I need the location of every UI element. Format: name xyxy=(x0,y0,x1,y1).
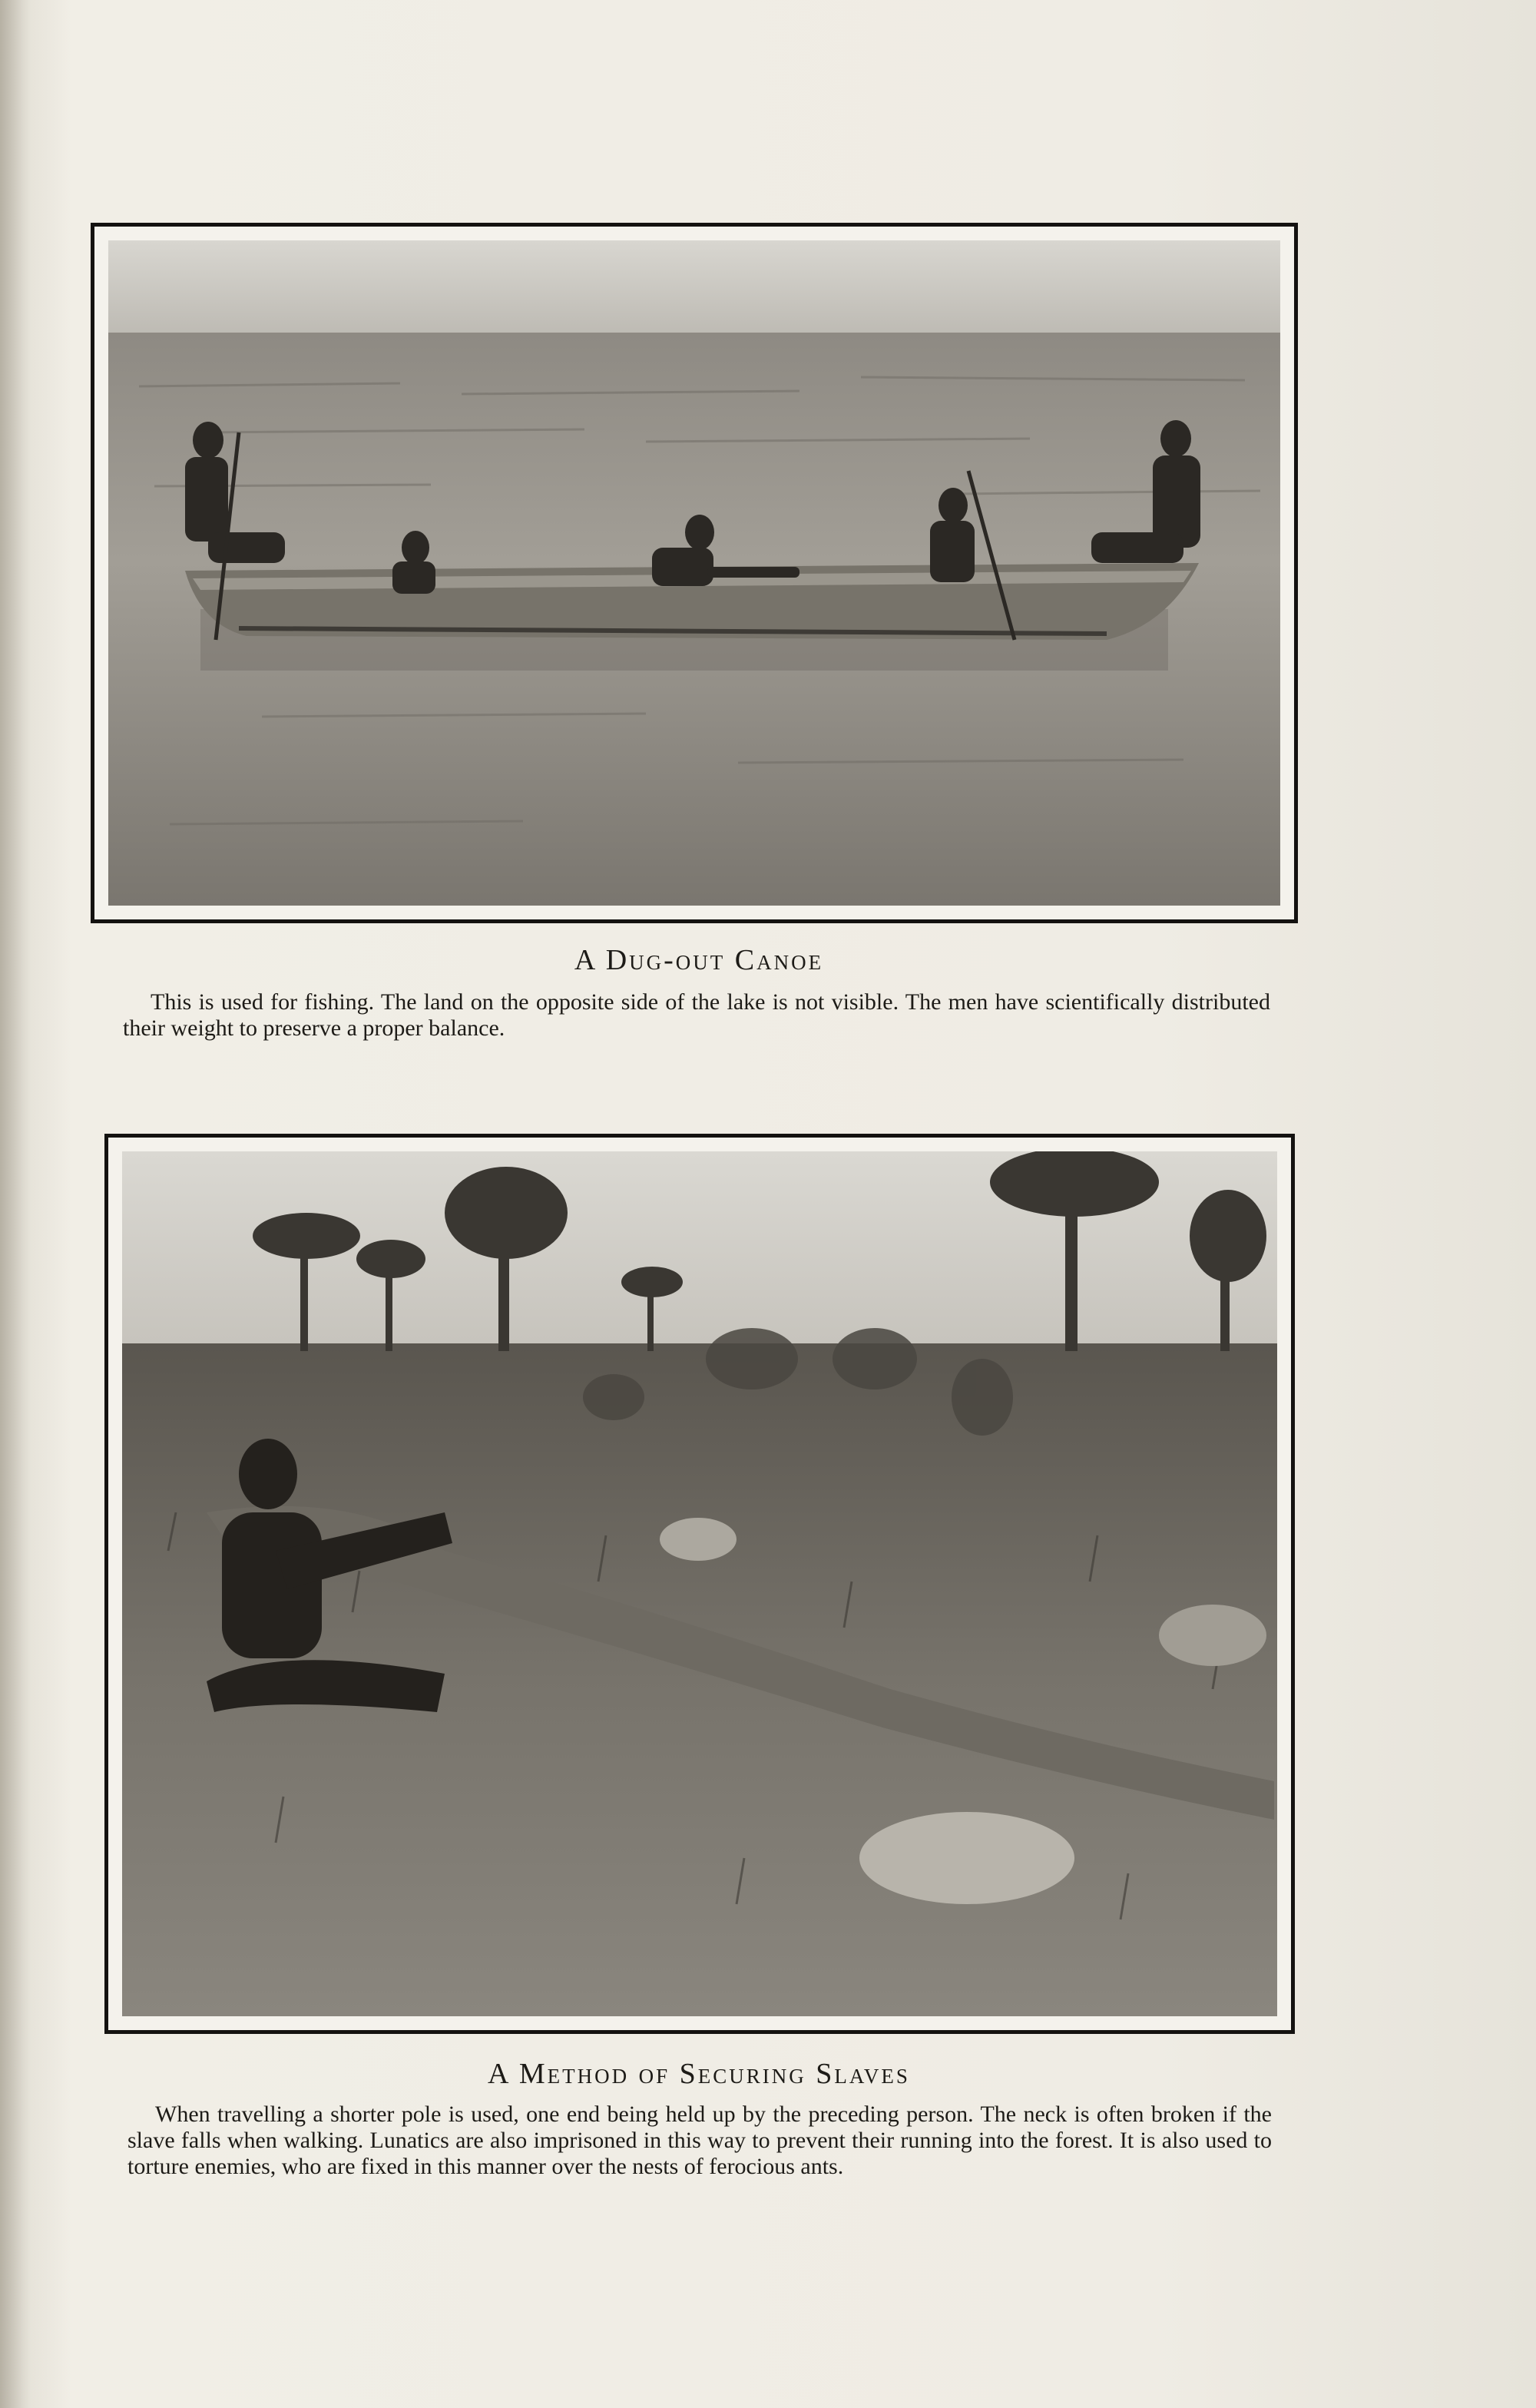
canoe-photo xyxy=(108,240,1280,906)
slave-stick-photo xyxy=(122,1151,1277,2016)
plate-1-caption xyxy=(123,989,1270,1042)
plate-2-caption xyxy=(127,2102,1272,2180)
plate-2-caption-text: When travelling a shorter pole is used, one end being held up by the preceding person. The neck is often broken if the slave falls when walking. Lunatics are also imprisoned in this way to prevent their running into the forest. It is also used to torture enemies, who are fixed in this manner over the nests of ferocious ants. xyxy=(127,2102,1272,2179)
page-gutter xyxy=(0,0,73,2408)
slave-stick-photo-illustration xyxy=(122,1151,1277,2016)
canoe-photo-illustration xyxy=(108,240,1280,906)
plate-1-caption-text: This is used for fishing. The land on the opposite side of the lake is not visible. The men have scientifically distributed their weight to preserve a proper balance. xyxy=(123,989,1270,1041)
plate-2-title: A Method of Securing Slaves xyxy=(488,2058,910,2090)
slave-stick-photo-frame xyxy=(104,1134,1295,2034)
plate-1-title: A Dug-out Canoe xyxy=(574,944,824,976)
canoe-photo-frame xyxy=(91,223,1298,923)
